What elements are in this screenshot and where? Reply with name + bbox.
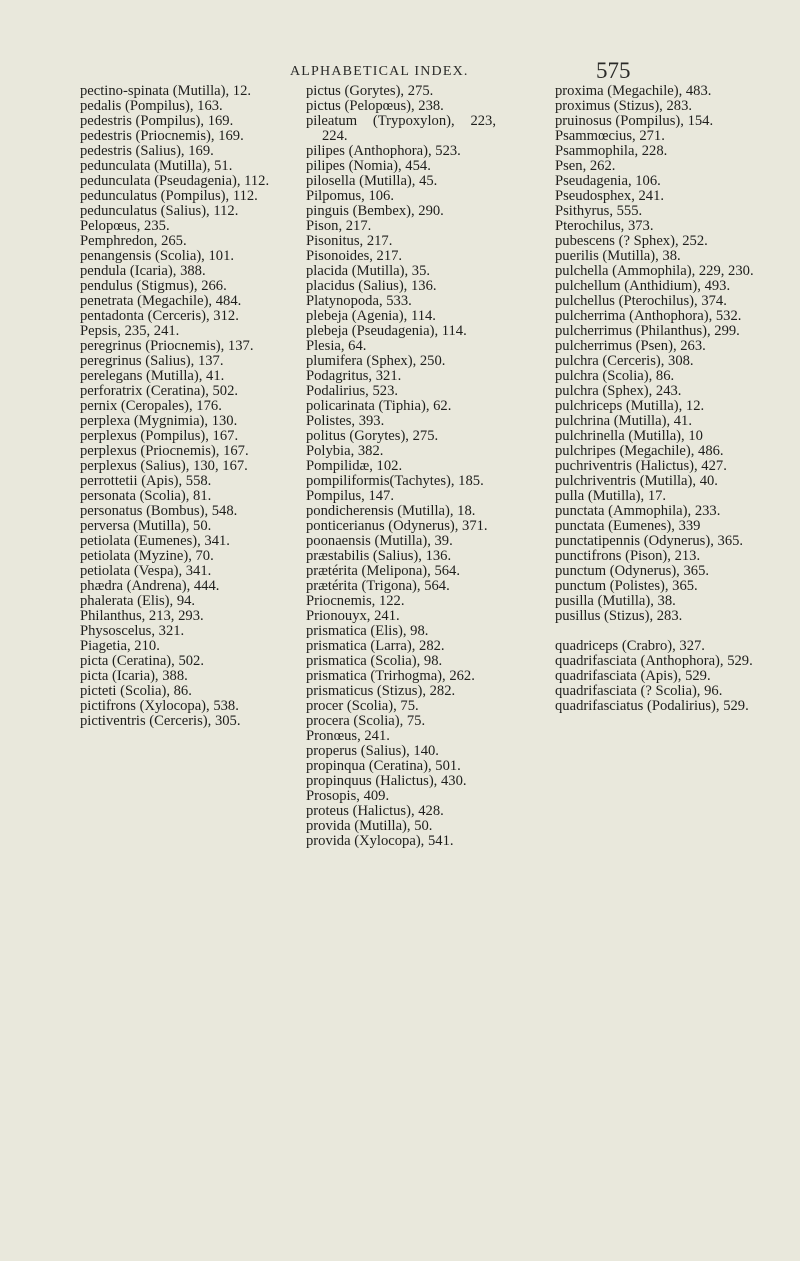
index-entry: pulcherrimus (Psen), 263. (555, 338, 706, 354)
index-entry: pedestris (Priocnemis), 169. (80, 128, 244, 144)
index-entry: petiolata (Myzine), 70. (80, 548, 214, 564)
index-entry: pendula (Icaria), 388. (80, 263, 206, 279)
index-entry: personata (Scolia), 81. (80, 488, 212, 504)
index-entry: pedestris (Pompilus), 169. (80, 113, 234, 129)
index-entry: pulchriventris (Mutilla), 40. (555, 473, 718, 489)
index-entry: punctata (Eumenes), 339 (555, 518, 701, 534)
index-entry: personatus (Bombus), 548. (80, 503, 238, 519)
index-entry: petiolata (Eumenes), 341. (80, 533, 230, 549)
index-entry: Pseudosphex, 241. (555, 188, 665, 204)
index-entry: Psen, 262. (555, 158, 616, 174)
index-entry: prætérita (Melipona), 564. (306, 563, 461, 579)
index-entry: penangensis (Scolia), 101. (80, 248, 235, 264)
index-entry: pernix (Ceropales), 176. (80, 398, 222, 414)
index-entry: plebeja (Agenia), 114. (306, 308, 436, 324)
index-entry: pinguis (Bembex), 290. (306, 203, 444, 219)
index-entry: perrottetii (Apis), 558. (80, 473, 212, 489)
index-entry: pilipes (Anthophora), 523. (306, 143, 461, 159)
index-entry: pedunculatus (Salius), 112. (80, 203, 239, 219)
index-entry: puerilis (Mutilla), 38. (555, 248, 681, 264)
index-entry: proteus (Halictus), 428. (306, 803, 444, 819)
index-entry: Polybia, 382. (306, 443, 384, 459)
index-entry: prismatica (Scolia), 98. (306, 653, 443, 669)
index-entry: Polistes, 393. (306, 413, 385, 429)
index-entry: pulchriceps (Mutilla), 12. (555, 398, 705, 414)
index-entry: provida (Mutilla), 50. (306, 818, 433, 834)
index-entry: Pisonitus, 217. (306, 233, 393, 249)
index-entry: procer (Scolia), 75. (306, 698, 419, 714)
index-entry: puchriventris (Halictus), 427. (555, 458, 727, 474)
index-entry: quadriceps (Crabro), 327. (555, 638, 705, 654)
index-entry: punctifrons (Pison), 213. (555, 548, 701, 564)
index-entry: perplexus (Pompilus), 167. (80, 428, 239, 444)
index-entry: pedunculatus (Pompilus), 112. (80, 188, 258, 204)
index-entry: pondicherensis (Mutilla), 18. (306, 503, 476, 519)
index-entry: Prionouyx, 241. (306, 608, 400, 624)
index-entry: Podalirius, 523. (306, 383, 399, 399)
index-entry: prismaticus (Stizus), 282. (306, 683, 456, 699)
index-entry: punctatipennis (Odynerus), 365. (555, 533, 744, 549)
index-entry: phædra (Andrena), 444. (80, 578, 220, 594)
index-entry: Pterochilus, 373. (555, 218, 654, 234)
index-entry: pentadonta (Cerceris), 312. (80, 308, 239, 324)
index-entry: pendulus (Stigmus), 266. (80, 278, 227, 294)
index-entry: Pilpomus, 106. (306, 188, 394, 204)
index-entry: pulchrinella (Mutilla), 10 (555, 428, 703, 444)
index-entry: prismatica (Larra), 282. (306, 638, 445, 654)
index-entry: pictus (Pelopœus), 238. (306, 98, 444, 114)
index-entry: picteti (Scolia), 86. (80, 683, 192, 699)
index-entry: proxima (Megachile), 483. (555, 83, 712, 99)
index-entry: peregrinus (Salius), 137. (80, 353, 224, 369)
entry-spacer (555, 624, 755, 639)
index-entry: quadrifasciata (? Scolia), 96. (555, 683, 723, 699)
index-entry: pruinosus (Pompilus), 154. (555, 113, 714, 129)
index-entry: peregrinus (Priocnemis), 137. (80, 338, 254, 354)
index-entry: pulchra (Scolia), 86. (555, 368, 675, 384)
index-entry: Platynopoda, 533. (306, 293, 412, 309)
index-entry: policarinata (Tiphia), 62. (306, 398, 452, 414)
running-head: ALPHABETICAL INDEX. (290, 64, 469, 79)
index-entry: pulchra (Cerceris), 308. (555, 353, 694, 369)
index-entry: Piagetia, 210. (80, 638, 160, 654)
index-entry: pulla (Mutilla), 17. (555, 488, 667, 504)
index-entry: præstabilis (Salius), 136. (306, 548, 452, 564)
index-entry: Psammœcius, 271. (555, 128, 665, 144)
index-entry: pileatum (Trypoxylon), 223, 224. (306, 113, 496, 144)
index-entry: perelegans (Mutilla), 41. (80, 368, 225, 384)
index-entry: plumifera (Sphex), 250. (306, 353, 446, 369)
index-entry: pilipes (Nomia), 454. (306, 158, 431, 174)
index-entry: procera (Scolia), 75. (306, 713, 426, 729)
index-entry: Pelopœus, 235. (80, 218, 170, 234)
index-entry: quadrifasciata (Anthophora), 529. (555, 653, 753, 669)
index-entry: Pronœus, 241. (306, 728, 390, 744)
index-entry: phalerata (Elis), 94. (80, 593, 196, 609)
page-header (0, 48, 800, 84)
index-column-1 (80, 84, 278, 729)
index-entry: politus (Gorytes), 275. (306, 428, 439, 444)
index-entry: pulchella (Ammophila), 229, 230. (555, 263, 754, 279)
index-entry: Pompilidæ, 102. (306, 458, 403, 474)
index-entry: Psithyrus, 555. (555, 203, 643, 219)
index-entry: Pompilus, 147. (306, 488, 394, 504)
index-entry: pictus (Gorytes), 275. (306, 83, 434, 99)
index-entry: pedestris (Salius), 169. (80, 143, 214, 159)
index-entry: pictifrons (Xylocopa), 538. (80, 698, 239, 714)
index-entry: Pisonoides, 217. (306, 248, 403, 264)
index-entry: perplexa (Mygnimia), 130. (80, 413, 238, 429)
index-entry: pulchellus (Pterochilus), 374. (555, 293, 727, 309)
index-entry: punctum (Odynerus), 365. (555, 563, 710, 579)
index-entry: quadrifasciata (Apis), 529. (555, 668, 711, 684)
index-entry: quadrifasciatus (Podalirius), 529. (555, 698, 749, 714)
index-entry: pulchra (Sphex), 243. (555, 383, 682, 399)
index-entry: perforatrix (Ceratina), 502. (80, 383, 239, 399)
index-entry: pompiliformis(Tachytes), 185. (306, 473, 484, 489)
index-entry: Prosopis, 409. (306, 788, 390, 804)
index-entry: Priocnemis, 122. (306, 593, 405, 609)
index-entry: Pepsis, 235, 241. (80, 323, 180, 339)
index-entry: picta (Icaria), 388. (80, 668, 188, 684)
index-entry: pulcherrima (Anthophora), 532. (555, 308, 742, 324)
index-entry: pusilla (Mutilla), 38. (555, 593, 676, 609)
index-entry: picta (Ceratina), 502. (80, 653, 204, 669)
index-entry: pulchripes (Megachile), 486. (555, 443, 724, 459)
index-entry: placida (Mutilla), 35. (306, 263, 431, 279)
index-entry: punctata (Ammophila), 233. (555, 503, 721, 519)
index-entry: perplexus (Priocnemis), 167. (80, 443, 249, 459)
index-entry: pubescens (? Sphex), 252. (555, 233, 708, 249)
index-entry: Physoscelus, 321. (80, 623, 185, 639)
index-entry: Pseudagenia, 106. (555, 173, 661, 189)
index-entry: ponticerianus (Odynerus), 371. (306, 518, 488, 534)
index-entry: poonaensis (Mutilla), 39. (306, 533, 453, 549)
index-entry: prætérita (Trigona), 564. (306, 578, 450, 594)
index-entry: perversa (Mutilla), 50. (80, 518, 212, 534)
index-entry: penetrata (Megachile), 484. (80, 293, 242, 309)
index-column-3 (555, 84, 755, 714)
index-entry: prismatica (Trirhogma), 262. (306, 668, 475, 684)
index-entry: Pemphredon, 265. (80, 233, 187, 249)
index-entry: pedunculata (Mutilla), 51. (80, 158, 233, 174)
index-entry: pictiventris (Cerceris), 305. (80, 713, 241, 729)
index-entry: pedalis (Pompilus), 163. (80, 98, 223, 114)
index-entry: pusillus (Stizus), 283. (555, 608, 683, 624)
index-entry: punctum (Polistes), 365. (555, 578, 698, 594)
index-entry: perplexus (Salius), 130, 167. (80, 458, 248, 474)
index-entry: placidus (Salius), 136. (306, 278, 437, 294)
index-column-2 (306, 84, 496, 849)
index-entry: plebeja (Pseudagenia), 114. (306, 323, 467, 339)
index-entry: Pison, 217. (306, 218, 372, 234)
index-entry: properus (Salius), 140. (306, 743, 439, 759)
index-entry: pedunculata (Pseudagenia), 112. (80, 173, 270, 189)
page-number: 575 (596, 58, 631, 83)
index-entry: Podagritus, 321. (306, 368, 402, 384)
index-entry: propinqua (Ceratina), 501. (306, 758, 461, 774)
index-entry: pectino-spinata (Mutilla), 12. (80, 83, 252, 99)
index-entry: provida (Xylocopa), 541. (306, 833, 454, 849)
index-entry: pulchrina (Mutilla), 41. (555, 413, 692, 429)
index-entry: proximus (Stizus), 283. (555, 98, 693, 114)
index-entry: petiolata (Vespa), 341. (80, 563, 212, 579)
index-entry: propinquus (Halictus), 430. (306, 773, 467, 789)
index-entry: prismatica (Elis), 98. (306, 623, 429, 639)
index-entry: pilosella (Mutilla), 45. (306, 173, 438, 189)
index-entry: pulchellum (Anthidium), 493. (555, 278, 731, 294)
index-entry: Psammophila, 228. (555, 143, 668, 159)
index-entry: Plesia, 64. (306, 338, 367, 354)
index-entry: pulcherrimus (Philanthus), 299. (555, 323, 740, 339)
index-entry: Philanthus, 213, 293. (80, 608, 204, 624)
